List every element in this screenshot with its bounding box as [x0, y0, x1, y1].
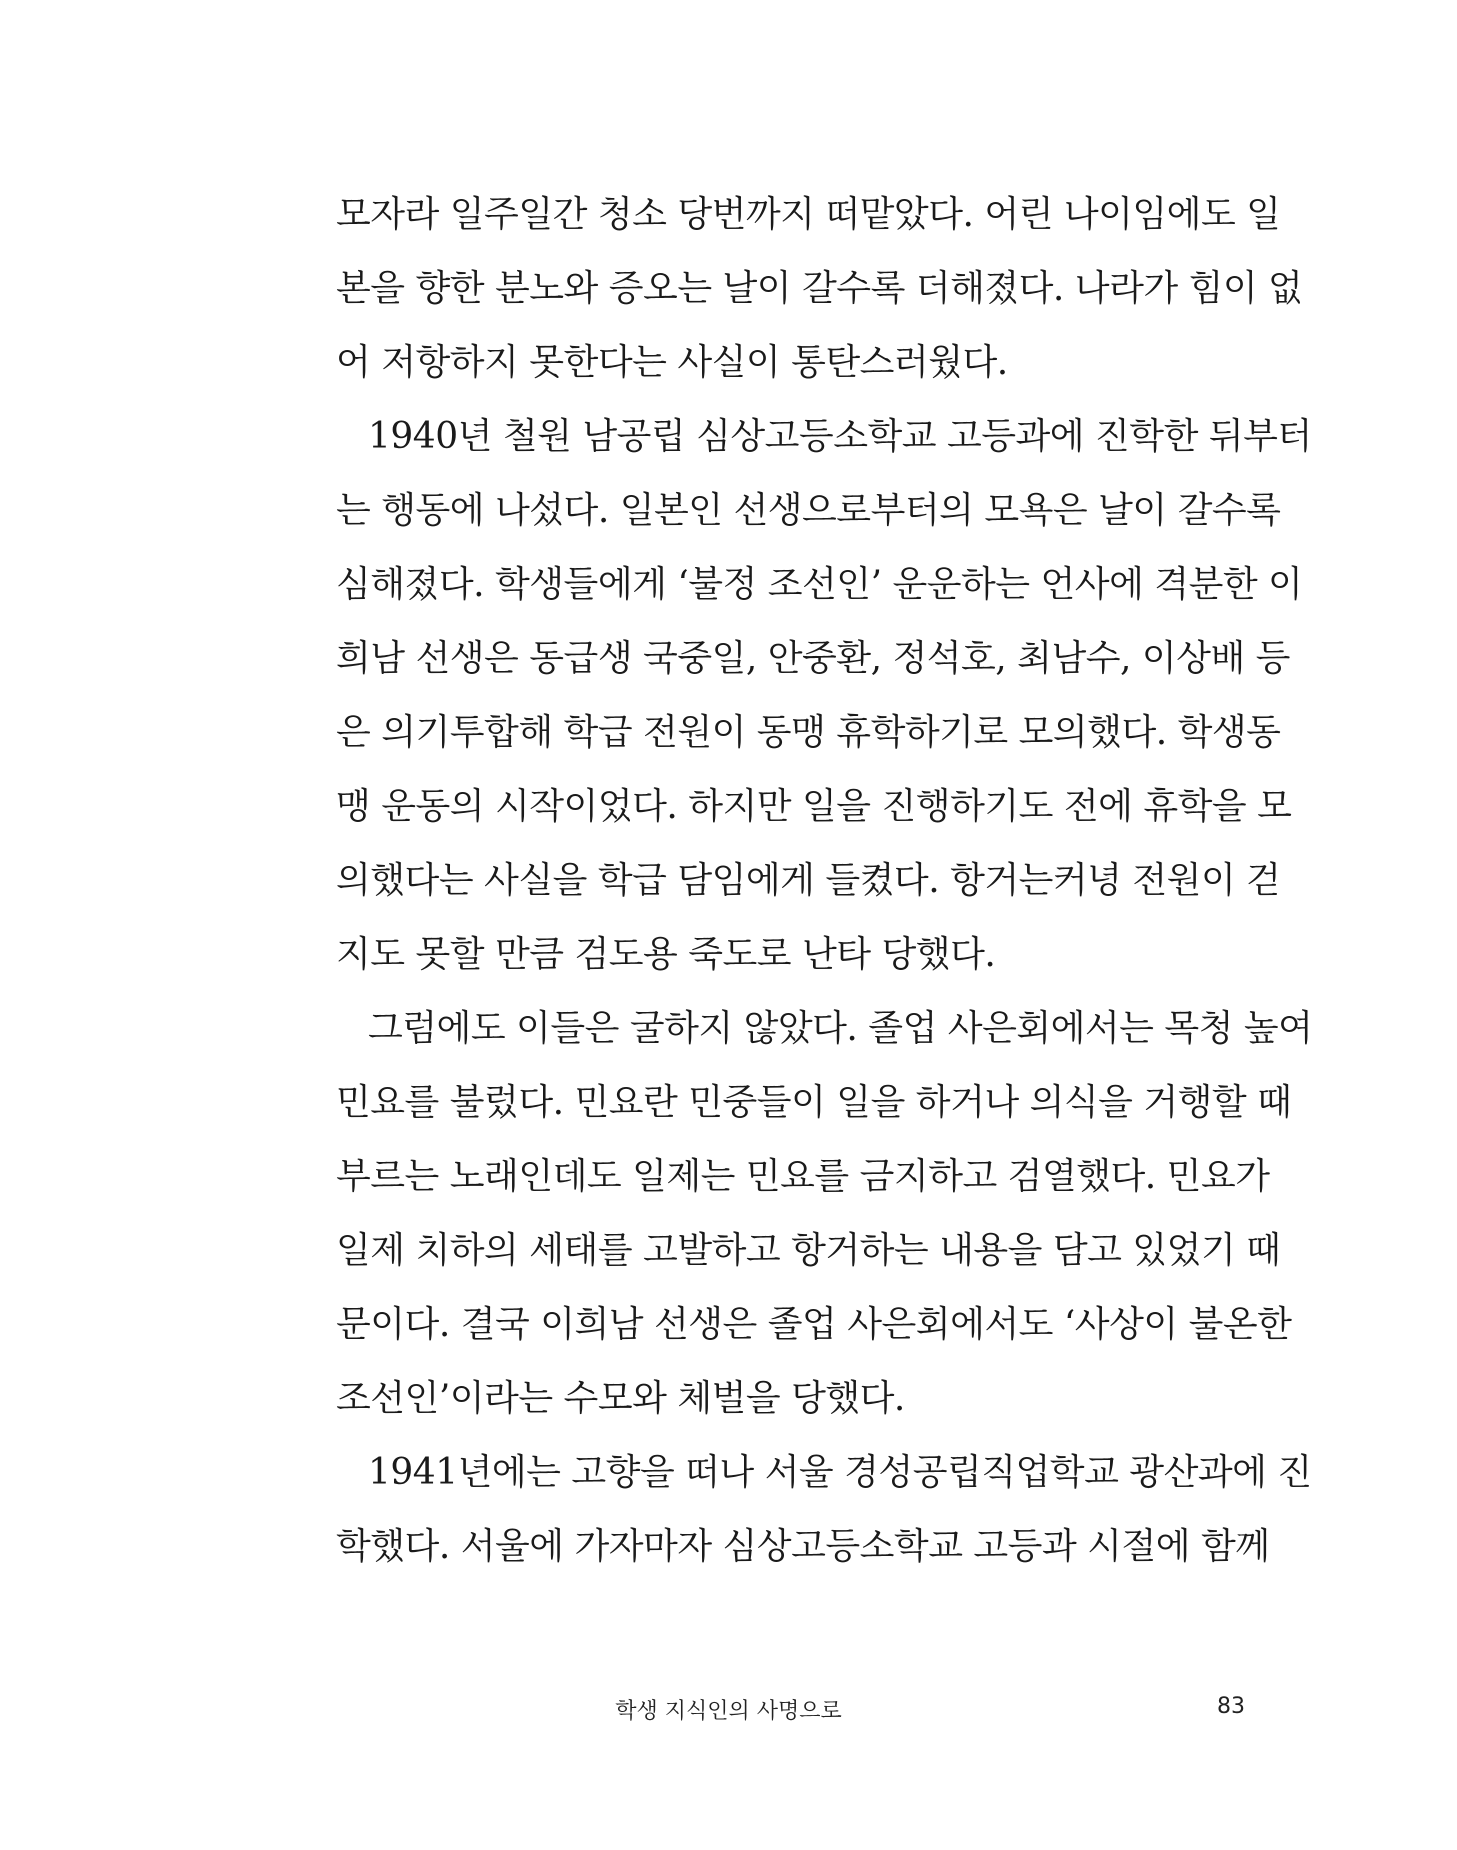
- paragraph-start-line: 그럼에도 이들은 굴하지 않았다. 졸업 사은회에서는 목청 높여: [368, 1008, 1313, 1049]
- paragraph-start-line: 1941년에는 고향을 떠나 서울 경성공립직업학교 광산과에 진: [368, 1452, 1312, 1493]
- text-line: 조선인’이라는 수모와 체벌을 당했다.: [336, 1378, 905, 1419]
- text-line: 의했다는 사실을 학급 담임에게 들켰다. 항거는커녕 전원이 걷: [336, 860, 1281, 901]
- text-line: 은 의기투합해 학급 전원이 동맹 휴학하기로 모의했다. 학생동: [336, 712, 1281, 753]
- text-line: 일제 치하의 세태를 고발하고 항거하는 내용을 담고 있었기 때: [336, 1230, 1281, 1271]
- text-line: 학했다. 서울에 가자마자 심상고등소학교 고등과 시절에 함께: [336, 1526, 1270, 1567]
- paragraph-start-line: 1940년 철원 남공립 심상고등소학교 고등과에 진학한 뒤부터: [368, 416, 1312, 457]
- text-line: 본을 향한 분노와 증오는 날이 갈수록 더해졌다. 나라가 힘이 없: [336, 268, 1303, 309]
- page-number: 83: [1217, 1694, 1245, 1719]
- running-title: 학생 지식인의 사명으로: [615, 1699, 842, 1724]
- text-line: 민요를 불렀다. 민요란 민중들이 일을 하거나 의식을 거행할 때: [336, 1082, 1292, 1123]
- text-line: 어 저항하지 못한다는 사실이 통탄스러웠다.: [336, 342, 1008, 383]
- text-line: 맹 운동의 시작이었다. 하지만 일을 진행하기도 전에 휴학을 모: [336, 786, 1292, 827]
- text-line: 문이다. 결국 이희남 선생은 졸업 사은회에서도 ‘사상이 불온한: [336, 1304, 1292, 1345]
- text-line: 모자라 일주일간 청소 당번까지 떠맡았다. 어린 나이임에도 일: [336, 194, 1281, 235]
- text-line: 지도 못할 만큼 검도용 죽도로 난타 당했다.: [336, 934, 996, 975]
- text-line: 심해졌다. 학생들에게 ‘불정 조선인’ 운운하는 언사에 격분한 이: [336, 564, 1303, 605]
- text-line: 희남 선생은 동급생 국중일, 안중환, 정석호, 최남수, 이상배 등: [336, 638, 1290, 679]
- text-line: 부르는 노래인데도 일제는 민요를 금지하고 검열했다. 민요가: [336, 1156, 1270, 1197]
- body-text: [336, 178, 1313, 1584]
- text-line: 는 행동에 나섰다. 일본인 선생으로부터의 모욕은 날이 갈수록: [336, 490, 1281, 531]
